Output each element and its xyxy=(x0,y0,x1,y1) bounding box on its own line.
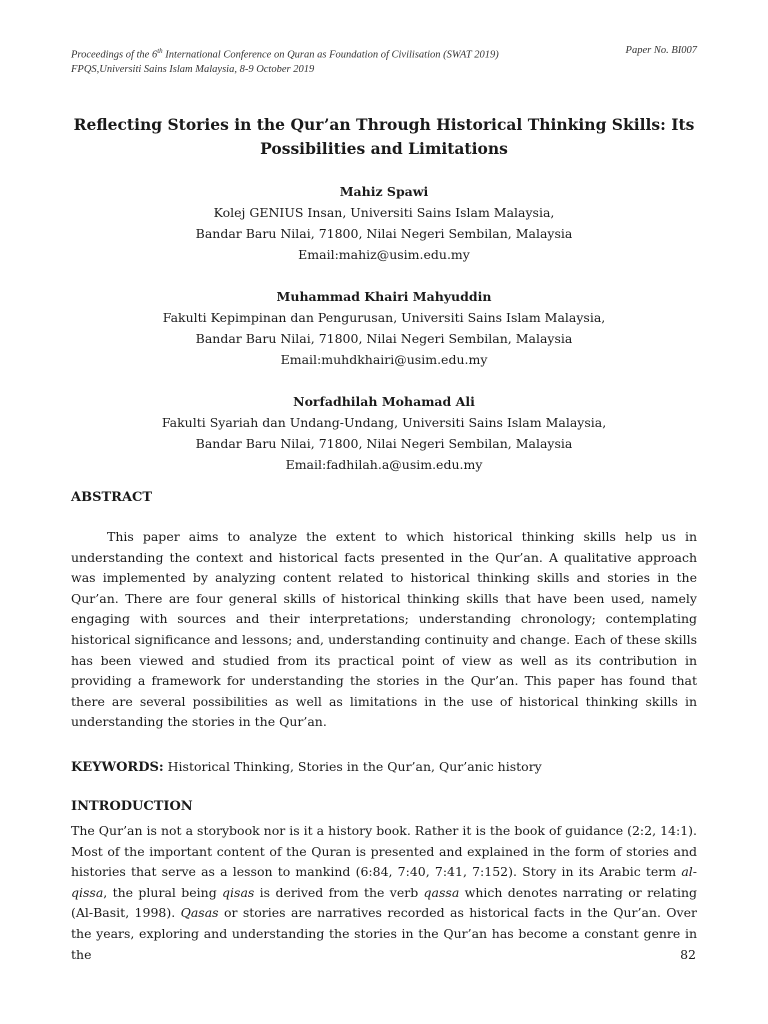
paper-title: Reflecting Stories in the Qur’an Through Historical Thinking Skills: Its Possibilities and Limitations xyxy=(73,115,695,158)
author-name: Norfadhilah Mohamad Ali xyxy=(293,394,475,409)
page-number: 82 xyxy=(680,947,696,962)
keywords-label: KEYWORDS: xyxy=(71,760,164,775)
author-email: Email:muhdkhairi@usim.edu.my xyxy=(280,352,488,367)
author-affiliation: Kolej GENIUS Insan, Universiti Sains Islam Malaysia, xyxy=(213,205,555,220)
introduction-heading: INTRODUCTION xyxy=(71,799,193,814)
author-block xyxy=(71,391,697,475)
author-address: Bandar Baru Nilai, 71800, Nilai Negeri Sembilan, Malaysia xyxy=(195,331,573,346)
author-affiliation: Fakulti Syariah dan Undang-Undang, Universiti Sains Islam Malaysia, xyxy=(161,415,607,430)
conference-name: Proceedings of the 6th International Conference on Quran as Foundation of Civilisation (SWAT 2019) xyxy=(71,47,499,61)
author-affiliation: Fakulti Kepimpinan dan Pengurusan, Universiti Sains Islam Malaysia, xyxy=(162,310,606,325)
paper-number: Paper No. BI007 xyxy=(625,45,697,56)
author-email: Email:fadhilah.a@usim.edu.my xyxy=(285,457,483,472)
author-name: Mahiz Spawi xyxy=(339,184,429,199)
author-address: Bandar Baru Nilai, 71800, Nilai Negeri Sembilan, Malaysia xyxy=(195,226,573,241)
author-name: Muhammad Khairi Mahyuddin xyxy=(276,289,492,304)
keywords-text: Historical Thinking, Stories in the Qur’an, Qur’anic history xyxy=(163,759,542,774)
keywords xyxy=(71,757,697,778)
author-address: Bandar Baru Nilai, 71800, Nilai Negeri Sembilan, Malaysia xyxy=(195,436,573,451)
abstract-heading: ABSTRACT xyxy=(71,490,153,505)
author-list xyxy=(71,181,697,496)
author-email: Email:mahiz@usim.edu.my xyxy=(298,247,470,262)
author-block xyxy=(71,286,697,370)
author-block xyxy=(71,181,697,265)
conference-venue: FPQS,Universiti Sains Islam Malaysia, 8-9 October 2019 xyxy=(71,63,315,75)
introduction-text: The Qur’an is not a storybook nor is it a history book. Rather it is the book of guidance (2:2, 14:1). Most of the important content of the Quran is presented and explained in the form of stories and histories that serve as a lesson to mankind (6:84, 7:40, 7:41, 7:152). Story in its Arabic term al-qissa, the plural being qisas is derived from the verb qassa which denotes narrating or relating (Al-Basit, 1998). Qasas or stories are narratives recorded as historical facts in the Qur’an. Over the years, exploring and understanding the stories in the Qur’an has become a constant genre in the xyxy=(71,823,697,962)
running-header xyxy=(71,44,697,77)
abstract-text: This paper aims to analyze the extent to which historical thinking skills help us in understanding the context and historical facts presented in the Qur’an. A qualitative approach was implemented by analyzing content related to historical thinking skills and stories in the Qur’an. There are four general skills of historical thinking skills that have been used, namely engaging with sources and their interpretations; understanding chronology; contemplating historical significance and lessons; and, understanding continuity and change. Each of these skills has been viewed and studied from its practical point of view as well as its contribution in providing a framework for understanding the stories in the Qur’an. This paper has found that there are several possibilities as well as limitations in the use of historical thinking skills in understanding the stories in the Qur’an. xyxy=(71,529,697,730)
